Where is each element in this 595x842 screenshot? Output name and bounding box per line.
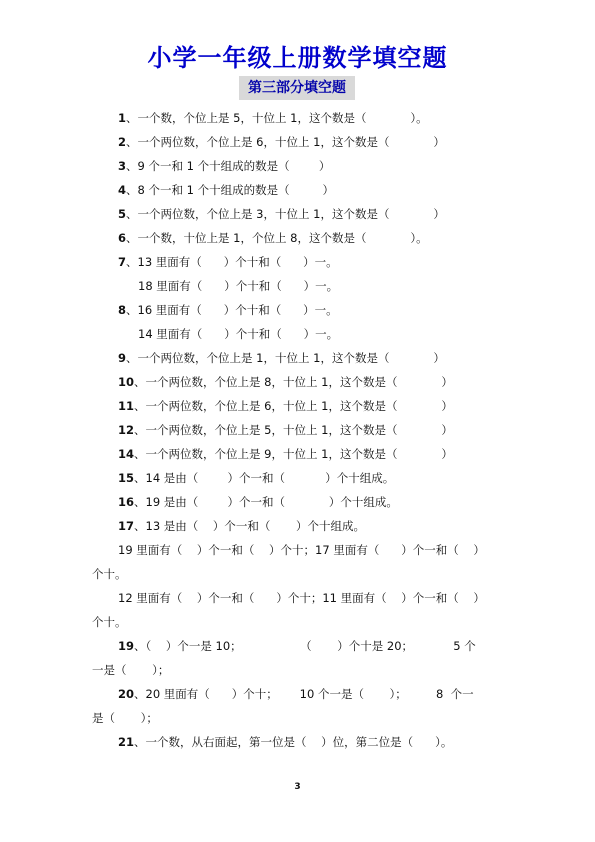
question-line xyxy=(118,590,485,606)
question-line xyxy=(118,686,474,702)
question-line xyxy=(138,278,338,294)
question-text: 、一个两位数，个位上是 5，十位上 1，这个数是（ ） xyxy=(134,423,453,437)
question-text: 19 里面有（ ）个一和（ ）个十；17 里面有（ ）个一和（ ） xyxy=(118,543,485,557)
question-number: 21 xyxy=(118,735,135,749)
question-line xyxy=(118,422,453,438)
question-number: 4 xyxy=(118,183,127,197)
question-text: 、13 里面有（ ）个十和（ ）一。 xyxy=(126,255,338,269)
question-number: 14 xyxy=(118,447,135,461)
question-number: 6 xyxy=(118,231,127,245)
question-line xyxy=(118,734,452,750)
question-line xyxy=(118,110,428,126)
question-line xyxy=(118,542,485,558)
question-text: 个十。 xyxy=(92,615,127,629)
question-number: 9 xyxy=(118,351,127,365)
question-line xyxy=(118,158,330,174)
question-text: 、14 是由（ ）个一和（ ）个十组成。 xyxy=(134,471,395,485)
question-text: 、13 是由（ ）个一和（ ）个十组成。 xyxy=(134,519,366,533)
question-number: 19 xyxy=(118,639,135,653)
section-heading: 第三部分填空题 xyxy=(239,76,355,100)
question-number: 12 xyxy=(118,423,135,437)
question-number: 15 xyxy=(118,471,135,485)
question-text: 、20 里面有（ ）个十； 10 个一是（ ）； 8 个一 xyxy=(134,687,474,701)
question-text: 、一个两位数，个位上是 8，十位上 1，这个数是（ ） xyxy=(134,375,453,389)
question-line xyxy=(118,446,453,462)
question-number: 8 xyxy=(118,303,127,317)
question-line xyxy=(92,710,158,726)
question-text: 12 里面有（ ）个一和（ ）个十；11 里面有（ ）个一和（ ） xyxy=(118,591,485,605)
question-text: 、9 个一和 1 个十组成的数是（ ） xyxy=(126,159,331,173)
question-text: 、19 是由（ ）个一和（ ）个十组成。 xyxy=(134,495,398,509)
question-text: 、一个数，十位上是 1，个位上 8，这个数是（ ）。 xyxy=(126,231,428,245)
question-number: 17 xyxy=(118,519,135,533)
question-number: 20 xyxy=(118,687,135,701)
question-text: 是（ ）； xyxy=(92,711,158,725)
question-text: 、8 个一和 1 个十组成的数是（ ） xyxy=(126,183,335,197)
question-line xyxy=(118,374,453,390)
question-line xyxy=(92,614,127,630)
question-line xyxy=(118,134,445,150)
question-text: 、一个两位数，个位上是 1，十位上 1，这个数是（ ） xyxy=(126,351,445,365)
question-text: 、一个两位数，个位上是 9，十位上 1，这个数是（ ） xyxy=(134,447,453,461)
question-line xyxy=(118,254,338,270)
question-text: 、16 里面有（ ）个十和（ ）一。 xyxy=(126,303,338,317)
question-number: 1 xyxy=(118,111,127,125)
question-line xyxy=(92,662,169,678)
page-number: 3 xyxy=(294,782,301,792)
question-line xyxy=(92,566,127,582)
question-number: 10 xyxy=(118,375,135,389)
question-text: 个十。 xyxy=(92,567,127,581)
question-line xyxy=(138,326,338,342)
question-text: 、一个数，从右面起，第一位是（ ）位，第二位是（ ）。 xyxy=(134,735,453,749)
question-text: 、一个两位数，个位上是 6，十位上 1，这个数是（ ） xyxy=(126,135,445,149)
question-number: 16 xyxy=(118,495,135,509)
question-text: 、一个两位数，个位上是 3，十位上 1，这个数是（ ） xyxy=(126,207,445,221)
question-text: 、（ ）个一是 10； （ ）个十是 20； 5 个 xyxy=(134,639,476,653)
question-line xyxy=(118,350,445,366)
question-number: 7 xyxy=(118,255,127,269)
question-text: 18 里面有（ ）个十和（ ）一。 xyxy=(138,279,339,293)
question-line xyxy=(118,230,428,246)
question-text: 一是（ ）； xyxy=(92,663,170,677)
page-title: 小学一年级上册数学填空题 xyxy=(147,44,448,72)
question-line xyxy=(118,494,398,510)
question-line xyxy=(118,398,453,414)
question-line xyxy=(118,518,365,534)
question-number: 3 xyxy=(118,159,127,173)
question-line xyxy=(118,470,394,486)
question-number: 5 xyxy=(118,207,127,221)
question-number: 11 xyxy=(118,399,135,413)
question-line xyxy=(118,182,334,198)
question-line xyxy=(118,638,476,654)
question-text: 、一个数，个位上是 5，十位上 1，这个数是（ ）。 xyxy=(126,111,428,125)
question-text: 14 里面有（ ）个十和（ ）一。 xyxy=(138,327,339,341)
question-line xyxy=(118,206,445,222)
question-line xyxy=(118,302,338,318)
question-text: 、一个两位数，个位上是 6，十位上 1，这个数是（ ） xyxy=(134,399,453,413)
question-number: 2 xyxy=(118,135,127,149)
